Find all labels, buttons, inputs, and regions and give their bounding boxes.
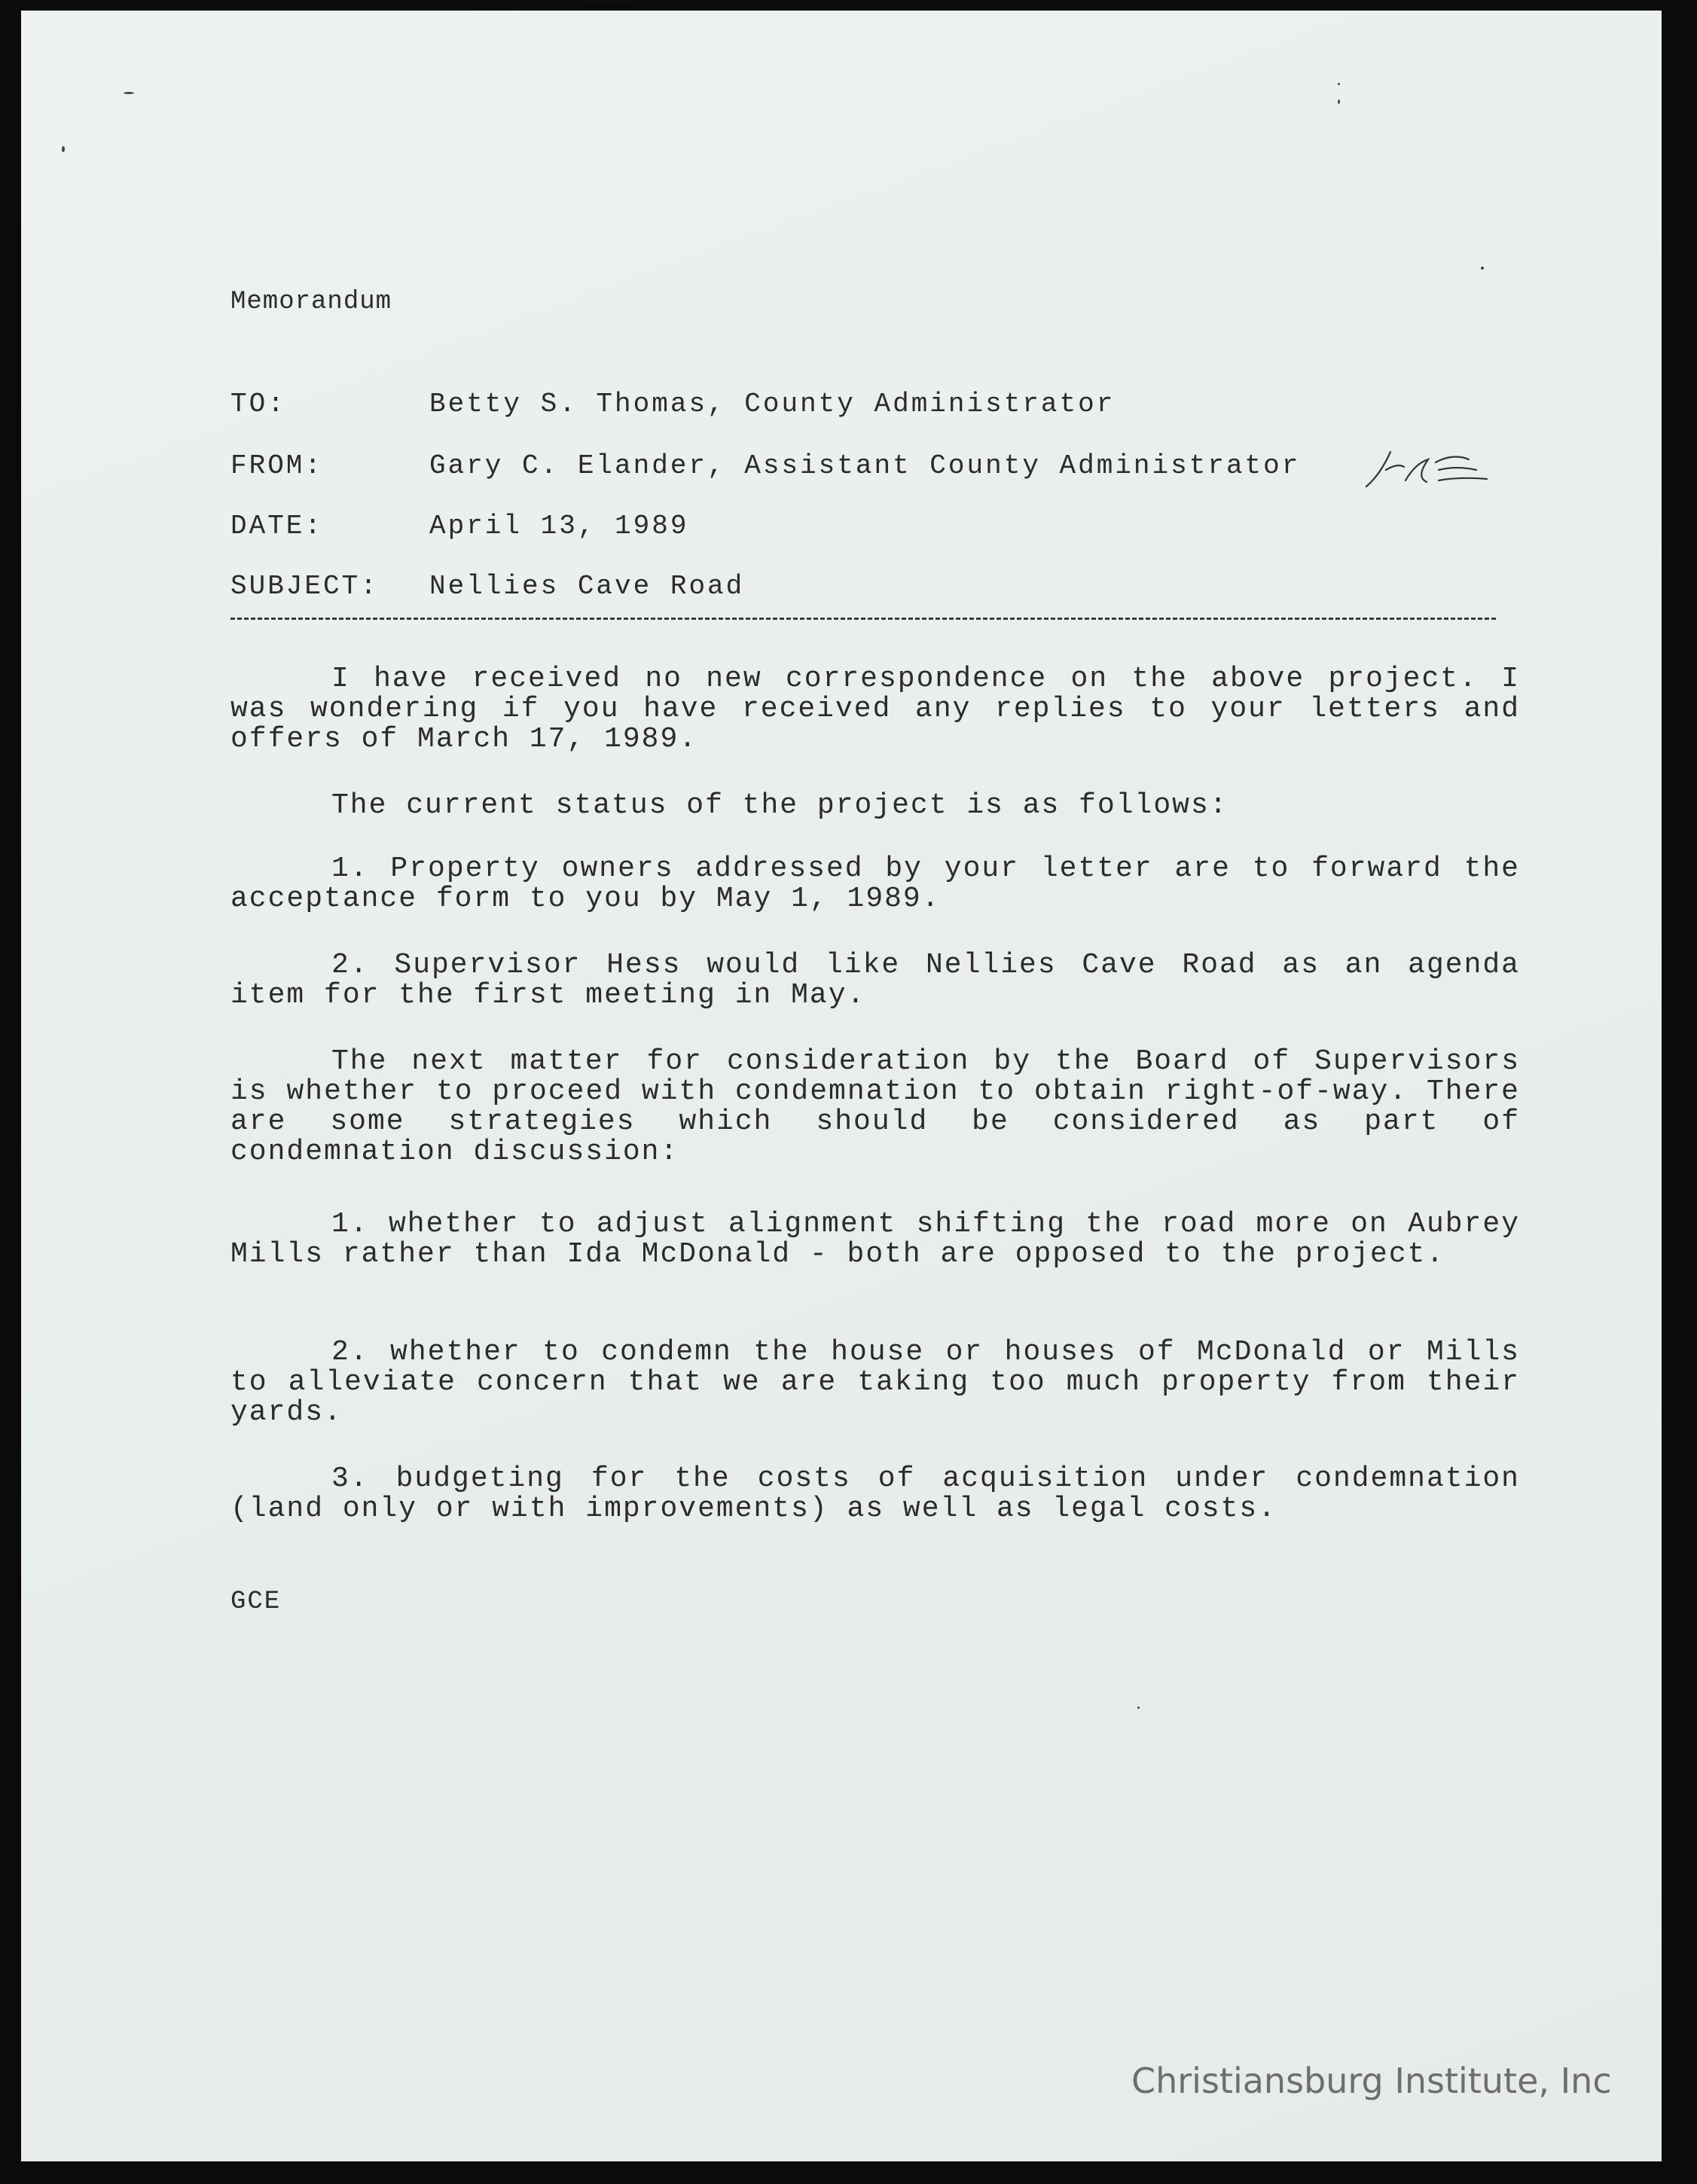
memo-page <box>21 11 1662 2161</box>
subject-label: SUBJECT: <box>230 571 379 602</box>
strategy-item-1: 1. whether to adjust alignment shifting the road more on Aubrey Mills rather than Ida McDonald - both are opposed to the project. <box>230 1208 1520 1270</box>
memo-title: Memorandum <box>230 288 392 316</box>
header-divider <box>230 618 1496 620</box>
handwritten-initials-signature <box>1363 447 1491 493</box>
from-label: FROM: <box>230 450 324 481</box>
paper-speck <box>124 92 134 94</box>
to-value: Betty S. Thomas, County Administrator <box>429 389 1116 419</box>
date-value: April 13, 1989 <box>429 511 689 541</box>
strategy-item-3: 3. budgeting for the costs of acquisition under condemnation (land only or with improvements) as well as legal costs. <box>230 1463 1520 1525</box>
typist-initials: GCE <box>230 1588 282 1616</box>
body-paragraph-next-matter: The next matter for consideration by the Board of Supervisors is whether to proceed with condemnation to obtain right-of-way. There are some strategies which should be considered as part of condemnation discussion: <box>230 1045 1520 1168</box>
status-item-2: 2. Supervisor Hess would like Nellies Cave Road as an agenda item for the first meeting in May. <box>230 949 1520 1011</box>
paper-speck <box>1338 99 1340 104</box>
paper-speck <box>1481 267 1484 270</box>
body-paragraph-intro: I have received no new correspondence on the above project. I was wondering if you have received any replies to your letters and offers of March 17, 1989. <box>230 663 1520 755</box>
status-item-1: 1. Property owners addressed by your letter are to forward the acceptance form to you by May 1, 1989. <box>230 853 1520 915</box>
paper-speck <box>62 146 65 152</box>
from-value: Gary C. Elander, Assistant County Administrator <box>429 450 1301 481</box>
archive-watermark: Christiansburg Institute, Inc <box>1131 2060 1612 2101</box>
subject-value: Nellies Cave Road <box>429 571 745 602</box>
date-label: DATE: <box>230 511 324 541</box>
paper-speck <box>1137 1707 1140 1709</box>
strategy-item-2: 2. whether to condemn the house or houses of McDonald or Mills to alleviate concern that we are taking too much property from their yards. <box>230 1336 1520 1429</box>
body-paragraph-status: The current status of the project is as follows: <box>331 789 1228 822</box>
paper-speck <box>1338 83 1340 85</box>
to-label: TO: <box>230 389 286 419</box>
